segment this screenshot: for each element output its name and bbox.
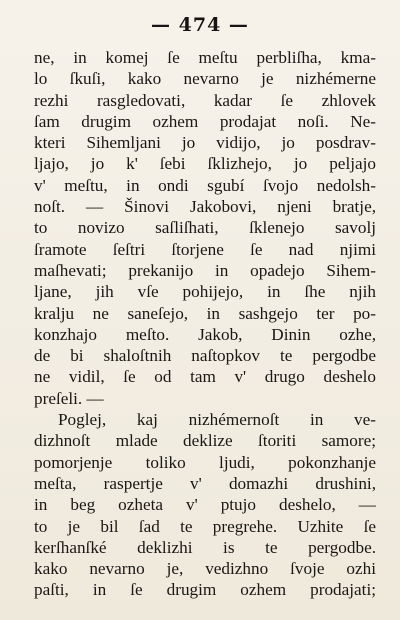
text-line: ſam drugim ozhem prodajat noſi. Ne-	[34, 111, 376, 131]
text-line: de bi shaloſtnih naſtopkov te pergodbe	[34, 346, 376, 366]
text-line: pomorjenje toliko ljudi, pokonzhanje	[34, 452, 376, 472]
text-line: kralju ne saneſejo, in sashgejo ter po-	[34, 303, 376, 323]
text-line: preſeli. —	[34, 388, 104, 408]
body-text	[34, 47, 376, 601]
text-line: lo ſkuſi, kako nevarno je nizhémerne	[34, 69, 376, 89]
text-line: maſhevati; prekanijo in opadejo Sihem-	[34, 260, 376, 280]
text-line: ljane, jih vſe pohijejo, in ſhe njih	[34, 282, 376, 302]
text-line: kteri Sihemljani jo vidijo, jo posdrav-	[34, 133, 376, 153]
text-line: paſti, in ſe drugim ozhem prodajati;	[34, 580, 376, 600]
text-line: kerſhanſké deklizhi is te pergodbe.	[34, 537, 376, 557]
text-line: noſt. — Šinovi Jakobovi, njeni bratje,	[34, 197, 376, 217]
text-line: konzhajo meſto. Jakob, Dinin ozhe,	[34, 324, 376, 344]
text-line: ne, in komej ſe meſtu perbliſha, kma-	[34, 48, 376, 67]
text-line: meſta, raspertje v' domazhi drushini,	[34, 473, 376, 493]
text-line: ljajo, jo k' ſebi ſklizhejo, jo peljajo	[34, 154, 376, 174]
text-line: rezhi rasgledovati, kadar ſe zhlovek	[34, 90, 376, 110]
text-line: kako nevarno je, vedizhno ſvoje ozhi	[34, 559, 376, 579]
text-line: ſramote ſeſtri ſtorjene ſe nad njimi	[34, 239, 376, 259]
text-line: to je bil ſad te pregrehe. Uzhite ſe	[34, 516, 376, 536]
text-line: dizhnoſt mlade deklize ſtoriti samore;	[34, 431, 376, 451]
text-line: in beg ozheta v' ptujo deshelo, —	[34, 495, 376, 515]
text-line: to novizo saſliſhati, ſklenejo savolj	[34, 218, 376, 238]
text-line: v' meſtu, in ondi sgubí ſvojo nedolsh-	[34, 175, 376, 195]
page-number: — 474 —	[151, 14, 249, 36]
text-line: Poglej, kaj nizhémernoſt in ve-	[58, 410, 376, 430]
text-line: ne vidil, ſe od tam v' drugo deshelo	[34, 367, 376, 387]
